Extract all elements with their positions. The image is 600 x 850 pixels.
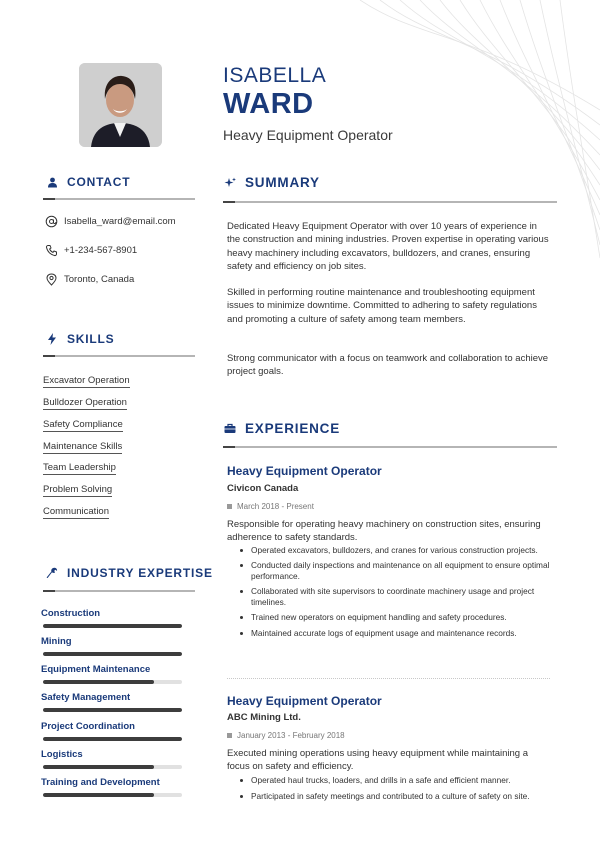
job-bullet: Conducted daily inspections and maintenance on all equipment to ensure optimal performance. <box>239 560 557 582</box>
expertise-bar-fill <box>43 708 182 712</box>
expertise-label: Mining <box>41 636 72 647</box>
lightning-icon <box>45 332 59 346</box>
summary-heading <box>223 175 320 190</box>
job-bullets <box>239 775 557 802</box>
summary-heading-label: SUMMARY <box>245 175 320 190</box>
skills-heading <box>45 332 114 346</box>
job-divider <box>227 678 550 679</box>
contact-email[interactable] <box>45 215 176 228</box>
skills-rule <box>43 355 195 357</box>
contact-heading-label: CONTACT <box>67 175 131 189</box>
expertise-heading-label: INDUSTRY EXPERTISE <box>67 566 213 580</box>
expertise-bar <box>43 765 182 769</box>
location-pin-icon <box>45 273 58 286</box>
phone-text: +1-234-567-8901 <box>64 245 138 256</box>
expertise-label: Equipment Maintenance <box>41 664 151 675</box>
skill-item: Problem Solving <box>43 484 113 495</box>
expertise-label: Logistics <box>41 749 83 760</box>
sparkle-icon <box>223 176 237 190</box>
contact-rule <box>43 198 195 200</box>
skill-item: Team Leadership <box>43 462 116 473</box>
job-role: Heavy Equipment Operator <box>227 694 382 708</box>
contact-heading <box>45 175 130 189</box>
job-bullet: Operated excavators, bulldozers, and cranes for various construction projects. <box>239 545 557 556</box>
expertise-bar-fill <box>43 652 182 656</box>
skill-item: Communication <box>43 506 109 517</box>
job-bullet: Maintained accurate logs of equipment usage and maintenance records. <box>239 628 557 639</box>
wrench-icon <box>45 566 59 580</box>
expertise-bar-fill <box>43 793 154 797</box>
expertise-label: Construction <box>41 608 101 619</box>
expertise-label: Project Coordination <box>41 721 135 732</box>
expertise-bar-fill <box>43 765 154 769</box>
expertise-bar <box>43 793 182 797</box>
skill-item: Maintenance Skills <box>43 441 123 452</box>
phone-icon <box>45 244 58 257</box>
email-text: Isabella_ward@email.com <box>64 216 176 227</box>
expertise-bar <box>43 680 182 684</box>
calendar-icon <box>227 733 232 738</box>
job-company: ABC Mining Ltd. <box>227 712 301 723</box>
job-bullet: Collaborated with site supervisors to coordinate machinery usage and project timelines. <box>239 586 557 608</box>
summary-paragraph: Skilled in performing routine maintenance and troubleshooting equipment issues to minimize downtime. Committed to adhering to safety regulations and promoting a culture of safety among team members. <box>227 287 537 325</box>
expertise-heading <box>45 566 213 580</box>
expertise-bar-fill <box>43 624 182 628</box>
expertise-bar-fill <box>43 737 182 741</box>
contact-phone[interactable] <box>45 244 137 257</box>
person-icon <box>45 175 59 189</box>
expertise-bar <box>43 652 182 656</box>
experience-rule <box>223 446 557 448</box>
skill-item: Safety Compliance <box>43 419 123 430</box>
calendar-icon <box>227 504 232 509</box>
job-bullets <box>239 545 557 639</box>
contact-location <box>45 273 134 286</box>
profile-photo <box>79 63 162 147</box>
briefcase-icon <box>223 422 237 436</box>
experience-heading-label: EXPERIENCE <box>245 421 341 436</box>
job-bullet: Trained new operators on equipment handling and safety procedures. <box>239 612 557 623</box>
last-name: WARD <box>223 88 314 120</box>
skill-item: Bulldozer Operation <box>43 397 127 408</box>
expertise-rule <box>43 590 195 592</box>
job-company: Civicon Canada <box>227 483 299 494</box>
expertise-label: Safety Management <box>41 692 131 703</box>
summary-paragraph: Dedicated Heavy Equipment Operator with over 10 years of experience in the construction and mining industries. Proven expertise in operating various heavy machinery including excavators, bulldozers, and cranes, ensuring safety and efficiency on job sites. <box>227 221 549 272</box>
job-bullet: Operated haul trucks, loaders, and drills in a safe and efficient manner. <box>239 775 557 786</box>
location-text: Toronto, Canada <box>64 274 135 285</box>
skill-item: Excavator Operation <box>43 375 130 386</box>
job-role: Heavy Equipment Operator <box>227 464 382 478</box>
job-dates <box>227 731 345 740</box>
job-title: Heavy Equipment Operator <box>223 127 393 143</box>
at-icon <box>45 215 58 228</box>
expertise-bar <box>43 708 182 712</box>
summary-paragraph: Strong communicator with a focus on teamwork and collaboration to achieve project goals. <box>227 353 549 378</box>
job-dates-text: March 2018 - Present <box>237 502 314 511</box>
summary-rule <box>223 201 557 203</box>
expertise-bar <box>43 737 182 741</box>
job-bullet: Participated in safety meetings and contributed to a culture of safety on site. <box>239 791 557 802</box>
job-description: Responsible for operating heavy machinery on construction sites, ensuring adherence to safety standards. <box>227 519 541 543</box>
job-dates-text: January 2013 - February 2018 <box>237 731 345 740</box>
job-description: Executed mining operations using heavy equipment while maintaining a focus on safety and efficiency. <box>227 748 529 772</box>
job-dates <box>227 502 314 511</box>
expertise-label: Training and Development <box>41 777 160 788</box>
expertise-bar-fill <box>43 680 154 684</box>
experience-heading <box>223 421 340 436</box>
first-name: ISABELLA <box>223 64 327 87</box>
expertise-bar <box>43 624 182 628</box>
skills-heading-label: SKILLS <box>67 332 115 346</box>
